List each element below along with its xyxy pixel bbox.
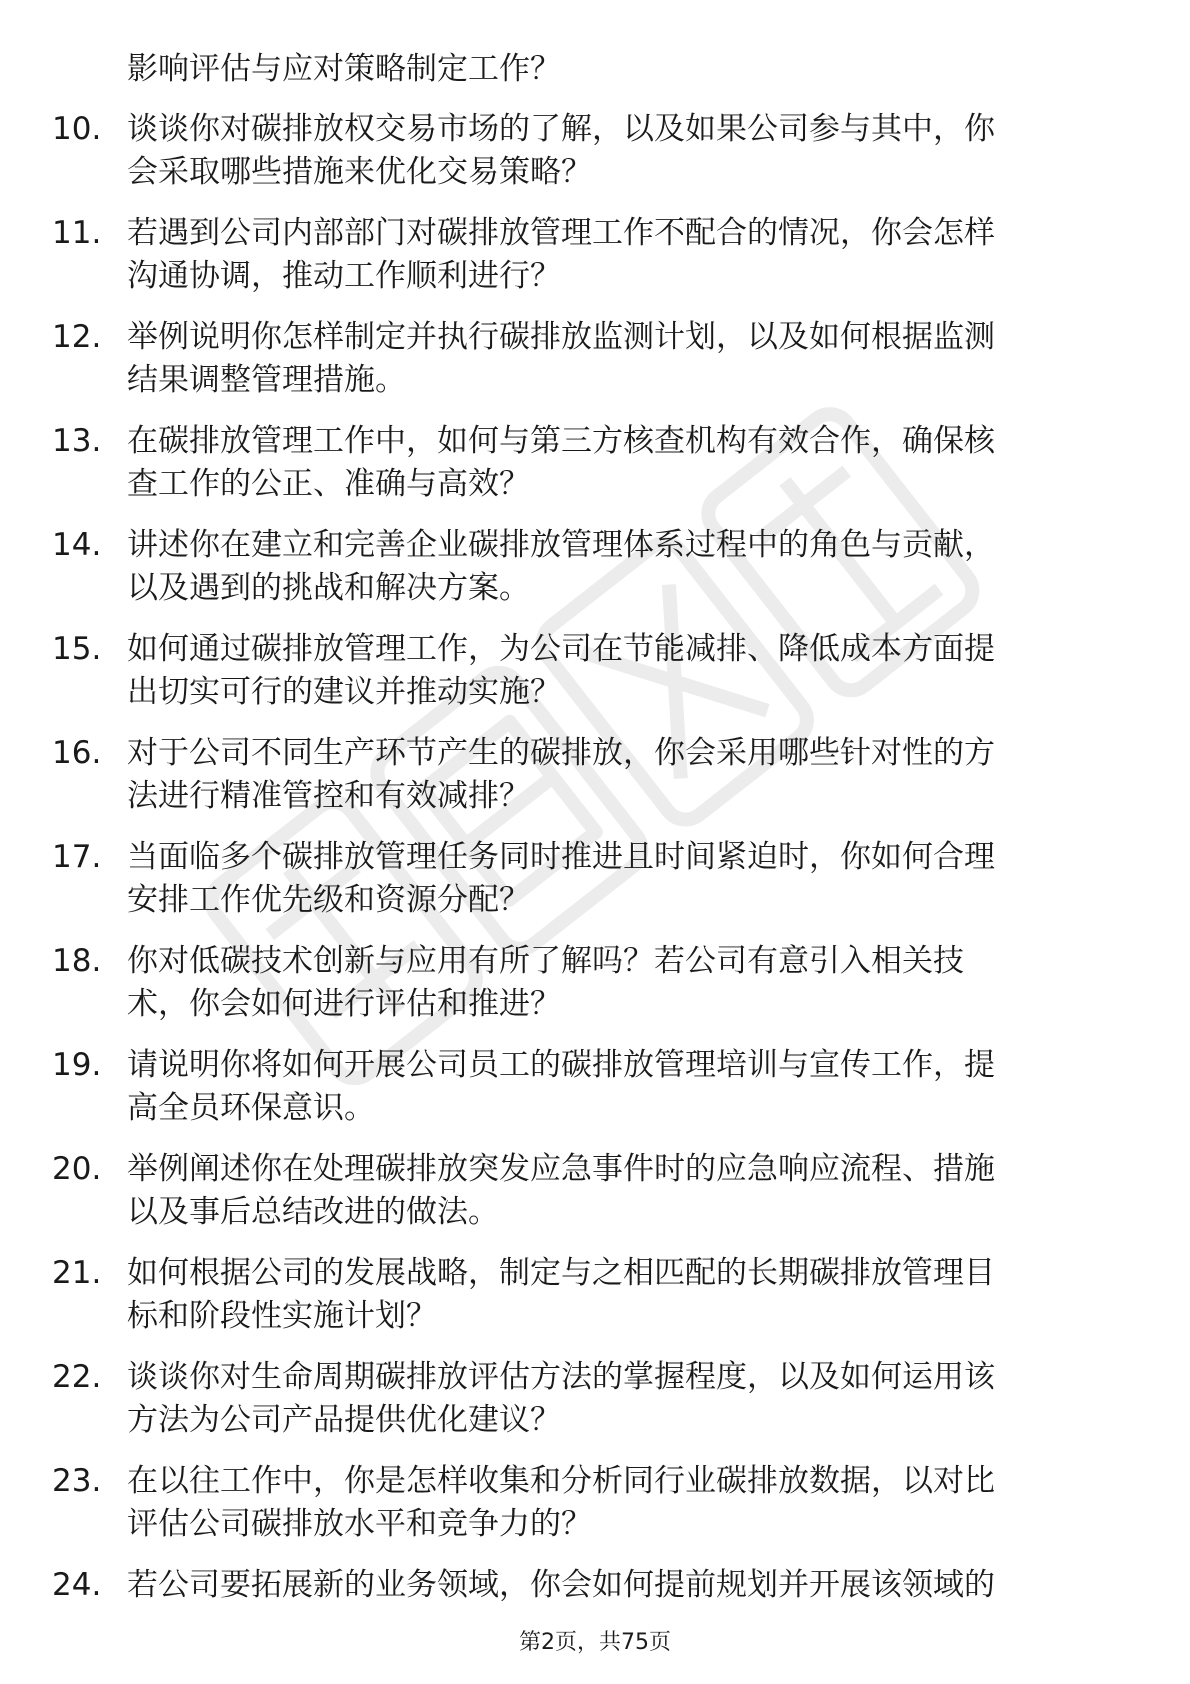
- question-item: [52, 836, 1132, 940]
- question-line: 出切实可行的建议并推动实施？: [127, 674, 561, 710]
- question-text: [127, 732, 1117, 818]
- question-item: [52, 524, 1132, 628]
- question-line: 以及事后总结改进的做法。: [127, 1194, 499, 1230]
- question-line: 举例说明你怎样制定并执行碳排放监测计划，以及如何根据监测: [127, 319, 995, 355]
- question-item: [52, 940, 1132, 1044]
- question-number: 16.: [52, 735, 102, 771]
- question-line: 举例阐述你在处理碳排放突发应急事件时的应急响应流程、措施: [127, 1151, 995, 1187]
- question-line: 法进行精准管控和有效减排？: [127, 778, 530, 814]
- question-item: [52, 1564, 1132, 1616]
- question-number: 24.: [52, 1567, 102, 1603]
- question-line: 请说明你将如何开展公司员工的碳排放管理培训与宣传工作，提: [127, 1047, 995, 1083]
- question-number: 14.: [52, 527, 102, 563]
- question-line: 评估公司碳排放水平和竞争力的？: [127, 1506, 592, 1542]
- question-line: 结果调整管理措施。: [127, 362, 406, 398]
- question-line: 如何根据公司的发展战略，制定与之相匹配的长期碳排放管理目: [127, 1255, 995, 1291]
- question-line: 方法为公司产品提供优化建议？: [127, 1402, 561, 1438]
- question-number: 15.: [52, 631, 102, 667]
- question-number: 17.: [52, 839, 102, 875]
- question-line: 会采取哪些措施来优化交易策略？: [127, 154, 592, 190]
- question-text: [127, 836, 1117, 922]
- previous-question-continuation: 影响评估与应对策略制定工作？: [127, 51, 561, 87]
- question-item: [52, 212, 1132, 316]
- question-number: 18.: [52, 943, 102, 979]
- question-text: [127, 1252, 1117, 1338]
- question-line: 在以往工作中，你是怎样收集和分析同行业碳排放数据，以对比: [127, 1463, 995, 1499]
- question-item: [52, 316, 1132, 420]
- question-text: [127, 420, 1117, 506]
- question-number: 10.: [52, 111, 102, 147]
- question-line: 谈谈你对碳排放权交易市场的了解，以及如果公司参与其中，你: [127, 111, 995, 147]
- question-line: 当面临多个碳排放管理任务同时推进且时间紧迫时，你如何合理: [127, 839, 995, 875]
- question-line: 如何通过碳排放管理工作，为公司在节能减排、降低成本方面提: [127, 631, 995, 667]
- question-number: 12.: [52, 319, 102, 355]
- question-item: [52, 1252, 1132, 1356]
- question-line: 若遇到公司内部部门对碳排放管理工作不配合的情况，你会怎样: [127, 215, 995, 251]
- question-text: [127, 212, 1117, 298]
- question-line: 标和阶段性实施计划？: [127, 1298, 437, 1334]
- question-line: 讲述你在建立和完善企业碳排放管理体系过程中的角色与贡献，: [127, 527, 995, 563]
- question-item: [52, 420, 1132, 524]
- question-number: 19.: [52, 1047, 102, 1083]
- question-list: [52, 108, 1132, 1616]
- question-item: [52, 1148, 1132, 1252]
- question-line: 沟通协调，推动工作顺利进行？: [127, 258, 561, 294]
- question-line: 术，你会如何进行评估和推进？: [127, 986, 561, 1022]
- question-text: [127, 1044, 1117, 1130]
- question-item: [52, 108, 1132, 212]
- question-line: 高全员环保意识。: [127, 1090, 375, 1126]
- question-line: 若公司要拓展新的业务领域，你会如何提前规划并开展该领域的: [127, 1567, 995, 1603]
- question-text: [127, 108, 1117, 194]
- question-number: 20.: [52, 1151, 102, 1187]
- question-item: [52, 1356, 1132, 1460]
- question-number: 22.: [52, 1359, 102, 1395]
- question-text: [127, 1564, 1117, 1607]
- question-line: 谈谈你对生命周期碳排放评估方法的掌握程度，以及如何运用该: [127, 1359, 995, 1395]
- question-line: 在碳排放管理工作中，如何与第三方核查机构有效合作，确保核: [127, 423, 995, 459]
- question-text: [127, 1460, 1117, 1546]
- question-number: 21.: [52, 1255, 102, 1291]
- question-text: [127, 524, 1117, 610]
- question-text: [127, 1148, 1117, 1234]
- question-line: 对于公司不同生产环节产生的碳排放，你会采用哪些针对性的方: [127, 735, 995, 771]
- question-number: 11.: [52, 215, 102, 251]
- page-footer: 第2页，共75页: [519, 1630, 671, 1655]
- question-item: [52, 1044, 1132, 1148]
- question-number: 13.: [52, 423, 102, 459]
- question-item: [52, 732, 1132, 836]
- question-line: 以及遇到的挑战和解决方案。: [127, 570, 530, 606]
- question-line: 安排工作优先级和资源分配？: [127, 882, 530, 918]
- question-line: 你对低碳技术创新与应用有所了解吗？若公司有意引入相关技: [127, 943, 964, 979]
- question-item: [52, 628, 1132, 732]
- question-item: [52, 1460, 1132, 1564]
- question-line: 查工作的公正、准确与高效？: [127, 466, 530, 502]
- question-number: 23.: [52, 1463, 102, 1499]
- question-text: [127, 316, 1117, 402]
- question-text: [127, 940, 1117, 1026]
- question-text: [127, 628, 1117, 714]
- question-text: [127, 1356, 1117, 1442]
